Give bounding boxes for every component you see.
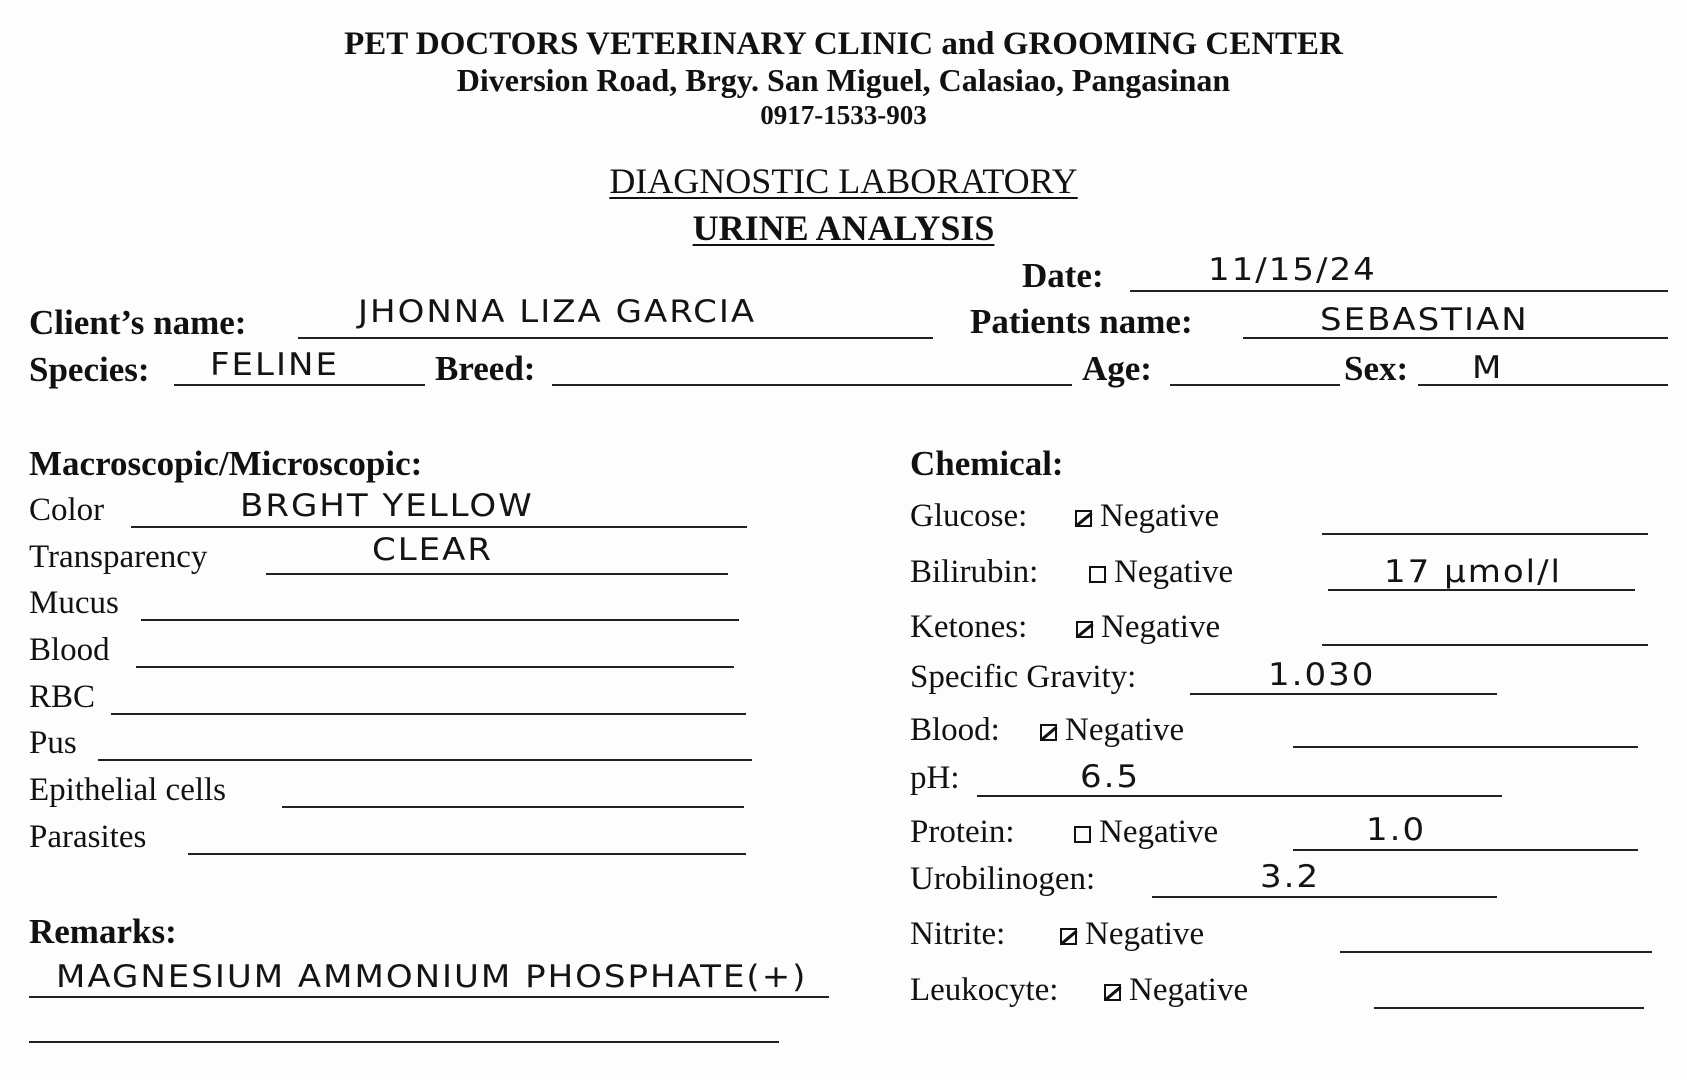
- department-text: DIAGNOSTIC LABORATORY: [609, 161, 1078, 201]
- sex-value: M: [1472, 349, 1504, 387]
- sex-label: Sex:: [1344, 349, 1409, 388]
- leukocyte-line[interactable]: [1374, 1007, 1644, 1009]
- protein-checkbox[interactable]: [1074, 826, 1091, 843]
- department-title: [0, 160, 1687, 202]
- sex-line[interactable]: [1418, 384, 1668, 386]
- protein-negative-text: Negative: [1099, 814, 1219, 850]
- date-value: 11/15/24: [1208, 251, 1377, 289]
- mucus-label: Mucus: [29, 585, 119, 621]
- blood-negative[interactable]: [1040, 712, 1184, 749]
- color-label: Color: [29, 492, 105, 528]
- leukocyte-negative[interactable]: [1104, 972, 1248, 1009]
- blood-negative-text: Negative: [1065, 712, 1185, 748]
- urobilinogen-label: Urobilinogen:: [910, 861, 1096, 897]
- epithelial-line[interactable]: [282, 806, 744, 808]
- transparency-value: CLEAR: [372, 531, 494, 569]
- client-line[interactable]: [298, 337, 933, 339]
- patient-label: Patients name:: [970, 302, 1193, 341]
- clinic-address: Diversion Road, Brgy. San Miguel, Calasiao, Pangasinan: [456, 62, 1231, 98]
- sg-label: Specific Gravity:: [910, 659, 1137, 695]
- client-label: Client’s name:: [29, 303, 247, 342]
- leukocyte-checkbox[interactable]: [1104, 984, 1121, 1001]
- pus-line[interactable]: [98, 759, 752, 761]
- protein-line[interactable]: [1293, 849, 1638, 851]
- protein-value: 1.0: [1366, 811, 1427, 849]
- ph-label: pH:: [910, 760, 960, 796]
- chem-blood-line[interactable]: [1293, 746, 1638, 748]
- nitrite-checkbox[interactable]: [1060, 928, 1077, 945]
- glucose-label: Glucose:: [910, 498, 1028, 534]
- ph-value: 6.5: [1080, 758, 1141, 796]
- chem-blood-label: Blood:: [910, 712, 1000, 748]
- remarks-value-1: MAGNESIUM AMMONIUM PHOSPHATE(+): [56, 958, 808, 996]
- glucose-negative[interactable]: [1075, 498, 1219, 535]
- clinic-name: PET DOCTORS VETERINARY CLINIC and GROOMING CENTER: [344, 26, 1343, 62]
- nitrite-negative[interactable]: [1060, 916, 1204, 953]
- test-title: [0, 207, 1687, 249]
- rbc-line[interactable]: [111, 713, 746, 715]
- chemical-heading: Chemical:: [910, 444, 1064, 483]
- leukocyte-label: Leukocyte:: [910, 972, 1059, 1008]
- species-value: FELINE: [210, 346, 339, 384]
- ketones-label: Ketones:: [910, 609, 1028, 645]
- urobilinogen-line[interactable]: [1152, 896, 1497, 898]
- bilirubin-checkbox[interactable]: [1089, 566, 1106, 583]
- transparency-line[interactable]: [266, 573, 728, 575]
- date-line[interactable]: [1130, 290, 1668, 292]
- nitrite-negative-text: Negative: [1085, 916, 1205, 952]
- species-line[interactable]: [174, 384, 425, 386]
- epithelial-label: Epithelial cells: [29, 772, 227, 808]
- sg-value: 1.030: [1268, 656, 1376, 694]
- parasites-line[interactable]: [188, 853, 746, 855]
- leukocyte-negative-text: Negative: [1129, 972, 1249, 1008]
- macro-heading: Macroscopic/Microscopic:: [29, 444, 423, 483]
- breed-line[interactable]: [552, 384, 1072, 386]
- rbc-label: RBC: [29, 679, 96, 715]
- transparency-label: Transparency: [29, 539, 208, 575]
- parasites-label: Parasites: [29, 819, 147, 855]
- remarks-line-2[interactable]: [29, 1041, 779, 1043]
- nitrite-label: Nitrite:: [910, 916, 1006, 952]
- remarks-label: Remarks:: [29, 912, 177, 951]
- ketones-negative[interactable]: [1076, 609, 1220, 646]
- breed-label: Breed:: [435, 349, 536, 388]
- protein-negative[interactable]: [1074, 814, 1218, 851]
- species-label: Species:: [29, 350, 150, 389]
- bilirubin-negative[interactable]: [1089, 554, 1233, 591]
- patient-value: SEBASTIAN: [1320, 301, 1529, 339]
- urobilinogen-value: 3.2: [1260, 858, 1321, 896]
- color-line[interactable]: [131, 526, 747, 528]
- nitrite-line[interactable]: [1340, 951, 1652, 953]
- clinic-phone: 0917-1533-903: [760, 100, 927, 130]
- ketones-negative-text: Negative: [1101, 609, 1221, 645]
- client-value: JHONNA LIZA GARCIA: [358, 293, 757, 331]
- age-line[interactable]: [1170, 384, 1340, 386]
- age-label: Age:: [1082, 349, 1152, 388]
- glucose-negative-text: Negative: [1100, 498, 1220, 534]
- ketones-line[interactable]: [1322, 644, 1648, 646]
- bilirubin-value: 17 µmol/l: [1384, 553, 1562, 591]
- pus-label: Pus: [29, 725, 77, 761]
- mucus-line[interactable]: [141, 619, 739, 621]
- bilirubin-negative-text: Negative: [1114, 554, 1234, 590]
- protein-label: Protein:: [910, 814, 1015, 850]
- test-text: URINE ANALYSIS: [692, 208, 995, 248]
- ph-line[interactable]: [977, 795, 1502, 797]
- bilirubin-label: Bilirubin:: [910, 554, 1039, 590]
- glucose-checkbox[interactable]: [1075, 510, 1092, 527]
- color-value: BRGHT YELLOW: [240, 487, 534, 525]
- glucose-line[interactable]: [1322, 533, 1648, 535]
- date-label: Date:: [1022, 256, 1104, 295]
- remarks-line-1[interactable]: [29, 996, 829, 998]
- ketones-checkbox[interactable]: [1076, 621, 1093, 638]
- macro-blood-label: Blood: [29, 632, 110, 668]
- macro-blood-line[interactable]: [136, 666, 734, 668]
- blood-checkbox[interactable]: [1040, 724, 1057, 741]
